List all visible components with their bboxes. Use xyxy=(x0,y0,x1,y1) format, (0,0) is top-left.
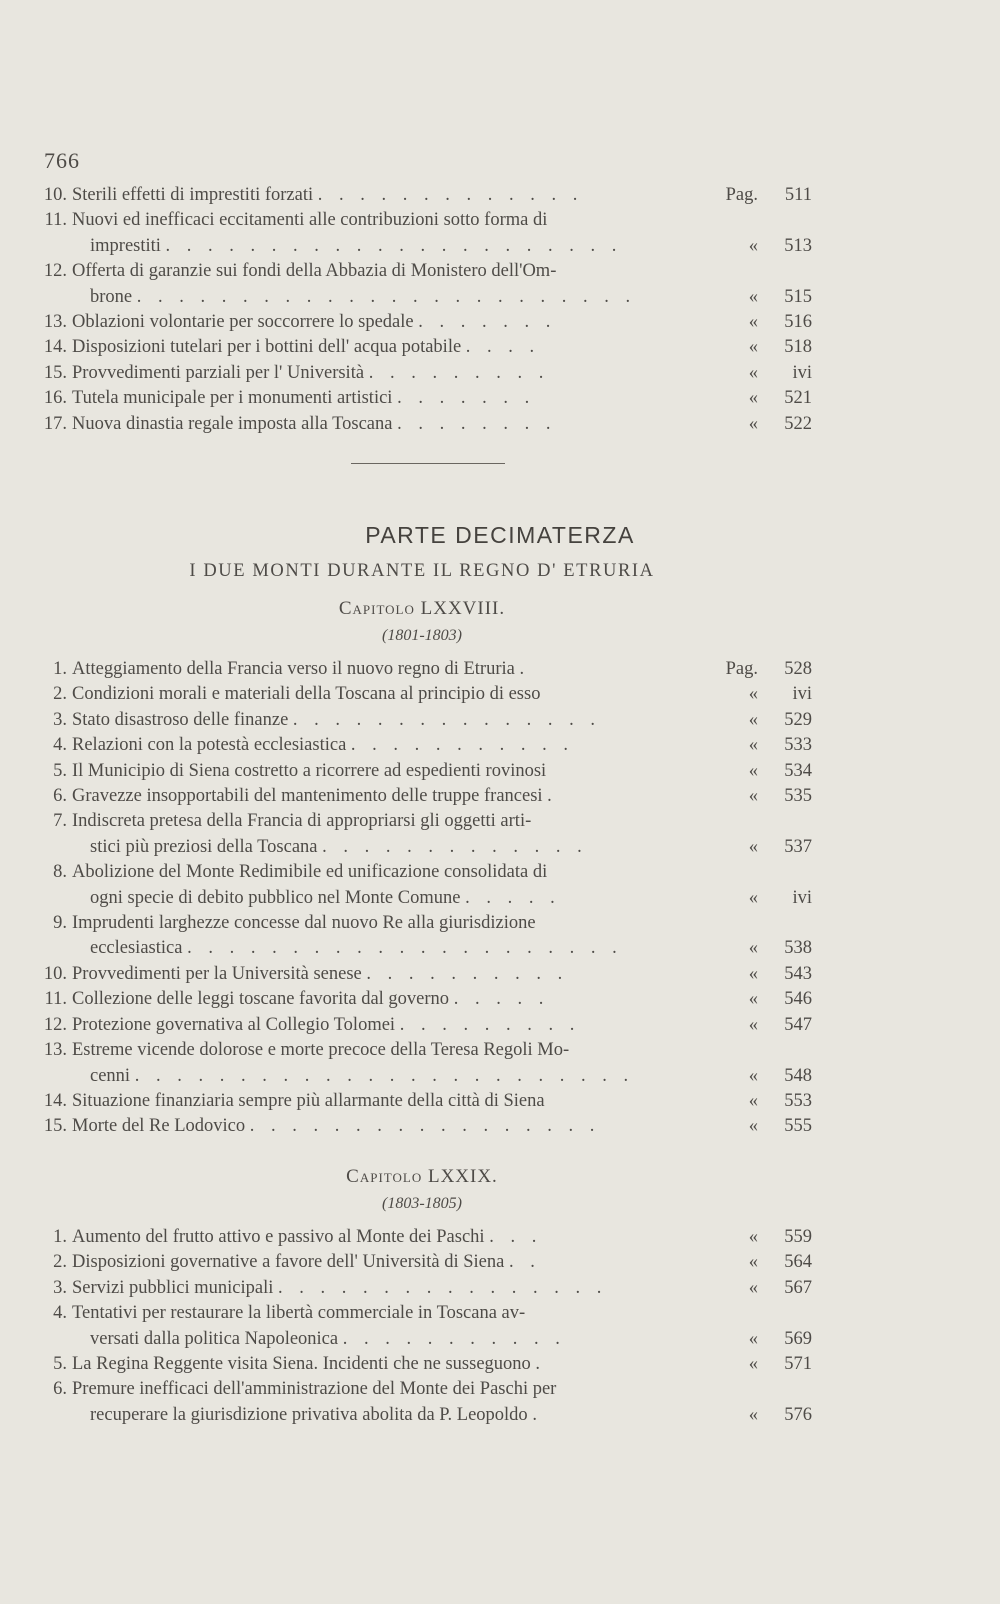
entry-line xyxy=(72,259,694,284)
entry-text: Aumento del frutto attivo e passivo al Monte dei Paschi xyxy=(72,1227,485,1247)
page-prefix: « xyxy=(748,1354,758,1375)
page-ref: 522 xyxy=(784,413,812,434)
entry-number: 9. xyxy=(53,913,67,934)
entry-text: Condizioni morali e materiali della Toscana al principio di esso xyxy=(72,684,541,705)
entry-number: 6. xyxy=(53,786,67,807)
entry-line xyxy=(72,1250,694,1275)
toc-entry xyxy=(30,183,812,208)
leader-dots: . . . . . xyxy=(453,989,550,1010)
entry-title xyxy=(72,962,694,987)
page-ref: 546 xyxy=(784,989,812,1010)
page-ref: 534 xyxy=(784,760,812,781)
page-prefix: « xyxy=(748,1227,758,1247)
part-subtitle: I DUE MONTI DURANTE IL REGNO D' ETRURIA xyxy=(189,561,655,581)
leader-dots: . . xyxy=(508,1252,541,1273)
entry-title xyxy=(72,1038,694,1089)
entry-text: Premure inefficaci dell'amministrazione del Monte dei Paschi per xyxy=(72,1379,557,1400)
entry-text: Servizi pubblici municipali xyxy=(72,1277,274,1298)
page-prefix: « xyxy=(748,1252,758,1273)
toc-entry xyxy=(30,759,812,784)
entry-line xyxy=(72,682,694,707)
entry-line xyxy=(72,386,694,411)
entry-title xyxy=(72,1114,694,1139)
entry-line xyxy=(72,412,694,437)
entry-number: 1. xyxy=(53,659,67,679)
entry-number: 2. xyxy=(53,1252,67,1273)
page-ref: 513 xyxy=(784,235,812,256)
leader-dots: . . . . . . . . . xyxy=(368,362,550,383)
leader-dots: . . . . . . . . . . . . . . . . . . . . . . . . xyxy=(134,1065,635,1086)
page-prefix: « xyxy=(748,989,758,1010)
entry-line xyxy=(72,886,694,911)
entry-text: Morte del Re Lodovico xyxy=(72,1116,246,1137)
entry-title xyxy=(72,708,694,733)
entry-title xyxy=(72,361,694,386)
entry-number: 14. xyxy=(43,1090,67,1111)
entry-line xyxy=(72,1403,694,1428)
entry-line xyxy=(72,784,694,809)
page-ref: 564 xyxy=(784,1252,812,1273)
leader-dots: . . . . . . . xyxy=(418,312,557,333)
page-ref: 567 xyxy=(784,1277,812,1298)
page-prefix: « xyxy=(748,1404,758,1425)
entry-number: 15. xyxy=(43,1116,67,1137)
leader-dots: . . . . . . . . . . . xyxy=(342,1328,566,1349)
toc-entry xyxy=(30,1038,812,1089)
entry-title xyxy=(72,1089,694,1114)
entry-line xyxy=(72,183,694,208)
toc-entry xyxy=(30,911,812,962)
entry-title xyxy=(72,208,694,259)
chapter-years: (1801-1803) xyxy=(382,627,462,644)
entry-line xyxy=(72,1013,694,1038)
entry-line xyxy=(72,835,694,860)
leader-dots: . . . . . . . . . . . . . . . . . xyxy=(249,1116,601,1137)
entry-line xyxy=(72,860,694,885)
page-prefix: « xyxy=(748,388,758,409)
entry-title xyxy=(72,183,694,208)
toc-entry xyxy=(30,987,812,1012)
entry-title xyxy=(72,784,694,809)
leader-dots: . xyxy=(519,659,531,679)
entry-line xyxy=(72,1327,694,1352)
leader-dots: . . . . xyxy=(465,337,541,358)
page-ref: 547 xyxy=(784,1014,812,1035)
entry-text: Relazioni con la potestà ecclesiastica xyxy=(72,735,347,756)
entry-title xyxy=(72,1013,694,1038)
entry-line xyxy=(72,1114,694,1139)
leader-dots: . . . . . . . . . . xyxy=(366,963,569,984)
page-prefix: « xyxy=(748,1065,758,1086)
entry-number: 8. xyxy=(53,862,67,883)
entry-number: 13. xyxy=(43,1040,67,1061)
entry-line xyxy=(72,733,694,758)
section-divider xyxy=(351,463,505,464)
page-ref: 511 xyxy=(784,185,812,205)
entry-text: Abolizione del Monte Redimibile ed unificazione consolidata di xyxy=(72,862,548,883)
entry-text: Nuova dinastia regale imposta alla Toscana xyxy=(72,413,393,434)
page-ref: 538 xyxy=(784,938,812,959)
leader-dots: . . . . . . . . . . . xyxy=(350,735,575,756)
entry-text: cenni xyxy=(90,1065,131,1086)
entry-line xyxy=(72,1089,694,1114)
page-ref: 518 xyxy=(784,337,812,358)
page-prefix: « xyxy=(748,1277,758,1298)
chapter-heading: Capitolo LXXVIII. xyxy=(338,598,506,619)
toc-entry xyxy=(30,1013,812,1038)
page-number: 766 xyxy=(44,148,80,173)
entry-title xyxy=(72,1377,694,1428)
entry-text: Provvedimenti parziali per l' Università xyxy=(72,362,365,383)
entry-number: 16. xyxy=(43,388,67,409)
entry-text: stici più preziosi della Toscana xyxy=(90,836,318,857)
entry-title xyxy=(72,1276,694,1301)
page-ref: 559 xyxy=(784,1227,812,1247)
page-ref: 576 xyxy=(784,1404,812,1425)
entry-number: 6. xyxy=(53,1379,67,1400)
page-ref: ivi xyxy=(792,362,812,383)
leader-dots: . xyxy=(547,786,558,807)
entry-number: 1. xyxy=(53,1227,67,1247)
page-prefix: « xyxy=(748,760,758,781)
page-prefix: « xyxy=(748,1090,758,1111)
part-title: PARTE DECIMATERZA xyxy=(365,522,635,548)
entry-number: 10. xyxy=(43,185,67,205)
toc-entry xyxy=(30,1089,812,1114)
page-prefix: « xyxy=(748,235,758,256)
entry-text: Nuovi ed inefficaci eccitamenti alle contribuzioni sotto forma di xyxy=(72,210,548,231)
entry-text: La Regina Reggente visita Siena. Incidenti che ne susseguono xyxy=(72,1354,531,1375)
leader-dots: . xyxy=(532,1404,543,1425)
entry-title xyxy=(72,733,694,758)
entry-text: Gravezze insopportabili del mantenimento delle truppe francesi xyxy=(72,786,543,807)
entry-text: versati dalla politica Napoleonica xyxy=(90,1328,339,1349)
entry-title xyxy=(72,1301,694,1352)
entry-text: Estreme vicende dolorose e morte precoce della Teresa Regoli Mo- xyxy=(72,1040,570,1061)
toc-entry xyxy=(30,1114,812,1139)
entry-line xyxy=(72,285,694,310)
leader-dots: . . . xyxy=(489,1227,543,1247)
entry-number: 13. xyxy=(43,312,67,333)
entry-title xyxy=(72,1250,694,1275)
entry-title xyxy=(72,682,694,707)
page-ref: 548 xyxy=(784,1065,812,1086)
entry-number: 7. xyxy=(53,811,67,832)
page-prefix: « xyxy=(748,337,758,358)
toc-entry xyxy=(30,1301,812,1352)
entry-line xyxy=(72,708,694,733)
page-prefix: « xyxy=(748,1328,758,1349)
page-prefix: « xyxy=(748,362,758,383)
leader-dots: . . . . . . . . . . . . . . . . . . . . . . xyxy=(165,235,623,256)
page-ref: 528 xyxy=(784,659,812,679)
page-prefix: « xyxy=(748,684,758,705)
entry-title xyxy=(72,759,694,784)
page-prefix: « xyxy=(748,735,758,756)
page-prefix: « xyxy=(748,938,758,959)
entry-text: Provvedimenti per la Università senese xyxy=(72,963,362,984)
entry-text: Il Municipio di Siena costretto a ricorrere ad espedienti rovinosi xyxy=(72,760,547,781)
page-prefix: « xyxy=(748,963,758,984)
entry-line xyxy=(72,234,694,259)
page-prefix: Pag. xyxy=(725,659,758,679)
chapter-years: (1803-1805) xyxy=(382,1195,462,1212)
entry-title xyxy=(72,809,694,860)
entry-number: 3. xyxy=(53,1277,67,1298)
entry-title xyxy=(72,386,694,411)
toc-entry xyxy=(30,733,812,758)
leader-dots: . . . . . xyxy=(465,887,561,908)
entry-text: Oblazioni volontarie per soccorrere lo spedale xyxy=(72,312,414,333)
entry-number: 10. xyxy=(43,963,67,984)
entry-title xyxy=(72,1225,694,1250)
page-ref: 543 xyxy=(784,963,812,984)
entry-number: 15. xyxy=(43,362,67,383)
toc-entry xyxy=(30,1352,812,1377)
leader-dots: . . . . . . . . xyxy=(397,413,557,434)
page-ref: 571 xyxy=(784,1354,812,1375)
toc-entry xyxy=(30,708,812,733)
leader-dots: . . . . . . . . . . . . . . . . . . . . . xyxy=(187,938,623,959)
entry-line xyxy=(72,1301,694,1326)
entry-text: Disposizioni tutelari per i bottini dell' acqua potabile xyxy=(72,337,462,358)
entry-text: Tutela municipale per i monumenti artistici xyxy=(72,388,393,409)
entry-line xyxy=(72,809,694,834)
toc-entry xyxy=(30,784,812,809)
entry-number: 11. xyxy=(44,989,67,1010)
entry-text: Sterili effetti di imprestiti forzati xyxy=(72,185,314,205)
entry-line xyxy=(72,1038,694,1063)
leader-dots: . . . . . . . . . . . . . xyxy=(322,836,588,857)
page-ref: 537 xyxy=(784,836,812,857)
page-prefix: « xyxy=(748,709,758,730)
page-prefix: « xyxy=(748,312,758,333)
leader-dots: . . . . . . . . . . . . . . . xyxy=(292,709,602,730)
entry-text: ogni specie di debito pubblico nel Monte Comune xyxy=(90,887,461,908)
entry-number: 12. xyxy=(43,1014,67,1035)
toc-entry xyxy=(30,208,812,259)
page-ref: 529 xyxy=(784,709,812,730)
entry-title xyxy=(72,987,694,1012)
entry-line xyxy=(72,657,694,682)
entry-number: 5. xyxy=(53,760,67,781)
entry-line xyxy=(72,1352,694,1377)
page-ref: 553 xyxy=(784,1090,812,1111)
page-ref: 569 xyxy=(784,1328,812,1349)
entry-line xyxy=(72,361,694,386)
leader-dots: . . . . . . . . . . . . . . . . xyxy=(278,1277,608,1298)
entry-text: Disposizioni governative a favore dell' Università di Siena xyxy=(72,1252,505,1273)
entry-title xyxy=(72,657,694,682)
entry-number: 17. xyxy=(43,413,67,434)
entry-title xyxy=(72,860,694,911)
entry-text: imprestiti xyxy=(90,235,161,256)
toc-entry xyxy=(30,1377,812,1428)
entry-text: recuperare la giurisdizione privativa abolita da P. Leopoldo xyxy=(90,1404,528,1425)
entry-number: 14. xyxy=(43,337,67,358)
page-ref: ivi xyxy=(792,684,812,705)
toc-entry xyxy=(30,682,812,707)
leader-dots: . . . . . . . . . . . . . . . . . . . . . . . . xyxy=(136,286,637,307)
entry-text: brone xyxy=(90,286,133,307)
entry-line xyxy=(72,936,694,961)
entry-line xyxy=(72,310,694,335)
entry-line xyxy=(72,1377,694,1402)
entry-text: Situazione finanziaria sempre più allarmante della città di Siena xyxy=(72,1090,545,1111)
toc-entry xyxy=(30,335,812,360)
entry-text: Offerta di garanzie sui fondi della Abbazia di Monistero dell'Om- xyxy=(72,261,557,282)
entry-text: ecclesiastica xyxy=(90,938,183,959)
page-ref: 521 xyxy=(784,388,812,409)
page-prefix: Pag. xyxy=(725,185,758,205)
leader-dots: . . . . . . . xyxy=(397,388,536,409)
page-prefix: « xyxy=(748,786,758,807)
toc-chapter-lxxix xyxy=(30,1225,812,1428)
leader-dots: . . . . . . . . . xyxy=(399,1014,581,1035)
entry-text: Imprudenti larghezze concesse dal nuovo Re alla giurisdizione xyxy=(72,913,536,934)
entry-title xyxy=(72,412,694,437)
toc-entry xyxy=(30,962,812,987)
toc-chapter-lxxviii xyxy=(30,657,812,1140)
entry-number: 5. xyxy=(53,1354,67,1375)
toc-entry xyxy=(30,657,812,682)
entry-title xyxy=(72,259,694,310)
toc-entry xyxy=(30,809,812,860)
page-prefix: « xyxy=(748,286,758,307)
page-prefix: « xyxy=(748,887,758,908)
page-prefix: « xyxy=(748,1014,758,1035)
entry-line xyxy=(72,987,694,1012)
entry-text: Tentativi per restaurare la libertà commerciale in Toscana av- xyxy=(72,1303,526,1324)
page-ref: 515 xyxy=(784,286,812,307)
page-prefix: « xyxy=(748,1116,758,1137)
toc-entry xyxy=(30,259,812,310)
page-prefix: « xyxy=(748,413,758,434)
entry-line xyxy=(72,759,694,784)
leader-dots: . xyxy=(535,1354,547,1375)
entry-title xyxy=(72,310,694,335)
page-ref: 555 xyxy=(784,1116,812,1137)
entry-line xyxy=(72,1225,694,1250)
entry-number: 4. xyxy=(53,735,67,756)
entry-number: 12. xyxy=(43,261,67,282)
toc-entry xyxy=(30,1225,812,1250)
toc-entry xyxy=(30,412,812,437)
entry-line xyxy=(72,1276,694,1301)
chapter-heading: Capitolo LXXIX. xyxy=(346,1166,498,1187)
toc-section-continuation xyxy=(30,183,812,437)
entry-text: Stato disastroso delle finanze xyxy=(72,709,289,730)
entry-title xyxy=(72,1352,694,1377)
page-prefix: « xyxy=(748,836,758,857)
entry-line xyxy=(72,208,694,233)
entry-line xyxy=(72,911,694,936)
toc-entry xyxy=(30,860,812,911)
entry-text: Protezione governativa al Collegio Tolomei xyxy=(72,1014,396,1035)
page-ref: 535 xyxy=(784,786,812,807)
entry-text: Atteggiamento della Francia verso il nuovo regno di Etruria xyxy=(72,659,515,679)
toc-entry xyxy=(30,1250,812,1275)
toc-entry xyxy=(30,1276,812,1301)
entry-text: Collezione delle leggi toscane favorita dal governo xyxy=(72,989,450,1010)
entry-number: 4. xyxy=(53,1303,67,1324)
page-ref: 533 xyxy=(784,735,812,756)
page-ref: ivi xyxy=(792,887,812,908)
entry-title xyxy=(72,911,694,962)
entry-title xyxy=(72,335,694,360)
toc-entry xyxy=(30,361,812,386)
entry-line xyxy=(72,1064,694,1089)
entry-line xyxy=(72,962,694,987)
leader-dots: . . . . . . . . . . . . . xyxy=(317,185,584,205)
entry-text: Indiscreta pretesa della Francia di appropriarsi gli oggetti arti- xyxy=(72,811,532,832)
entry-number: 11. xyxy=(44,210,67,231)
entry-number: 2. xyxy=(53,684,67,705)
toc-entry xyxy=(30,386,812,411)
page-ref: 516 xyxy=(784,312,812,333)
toc-entry xyxy=(30,310,812,335)
entry-line xyxy=(72,335,694,360)
entry-number: 3. xyxy=(53,709,67,730)
